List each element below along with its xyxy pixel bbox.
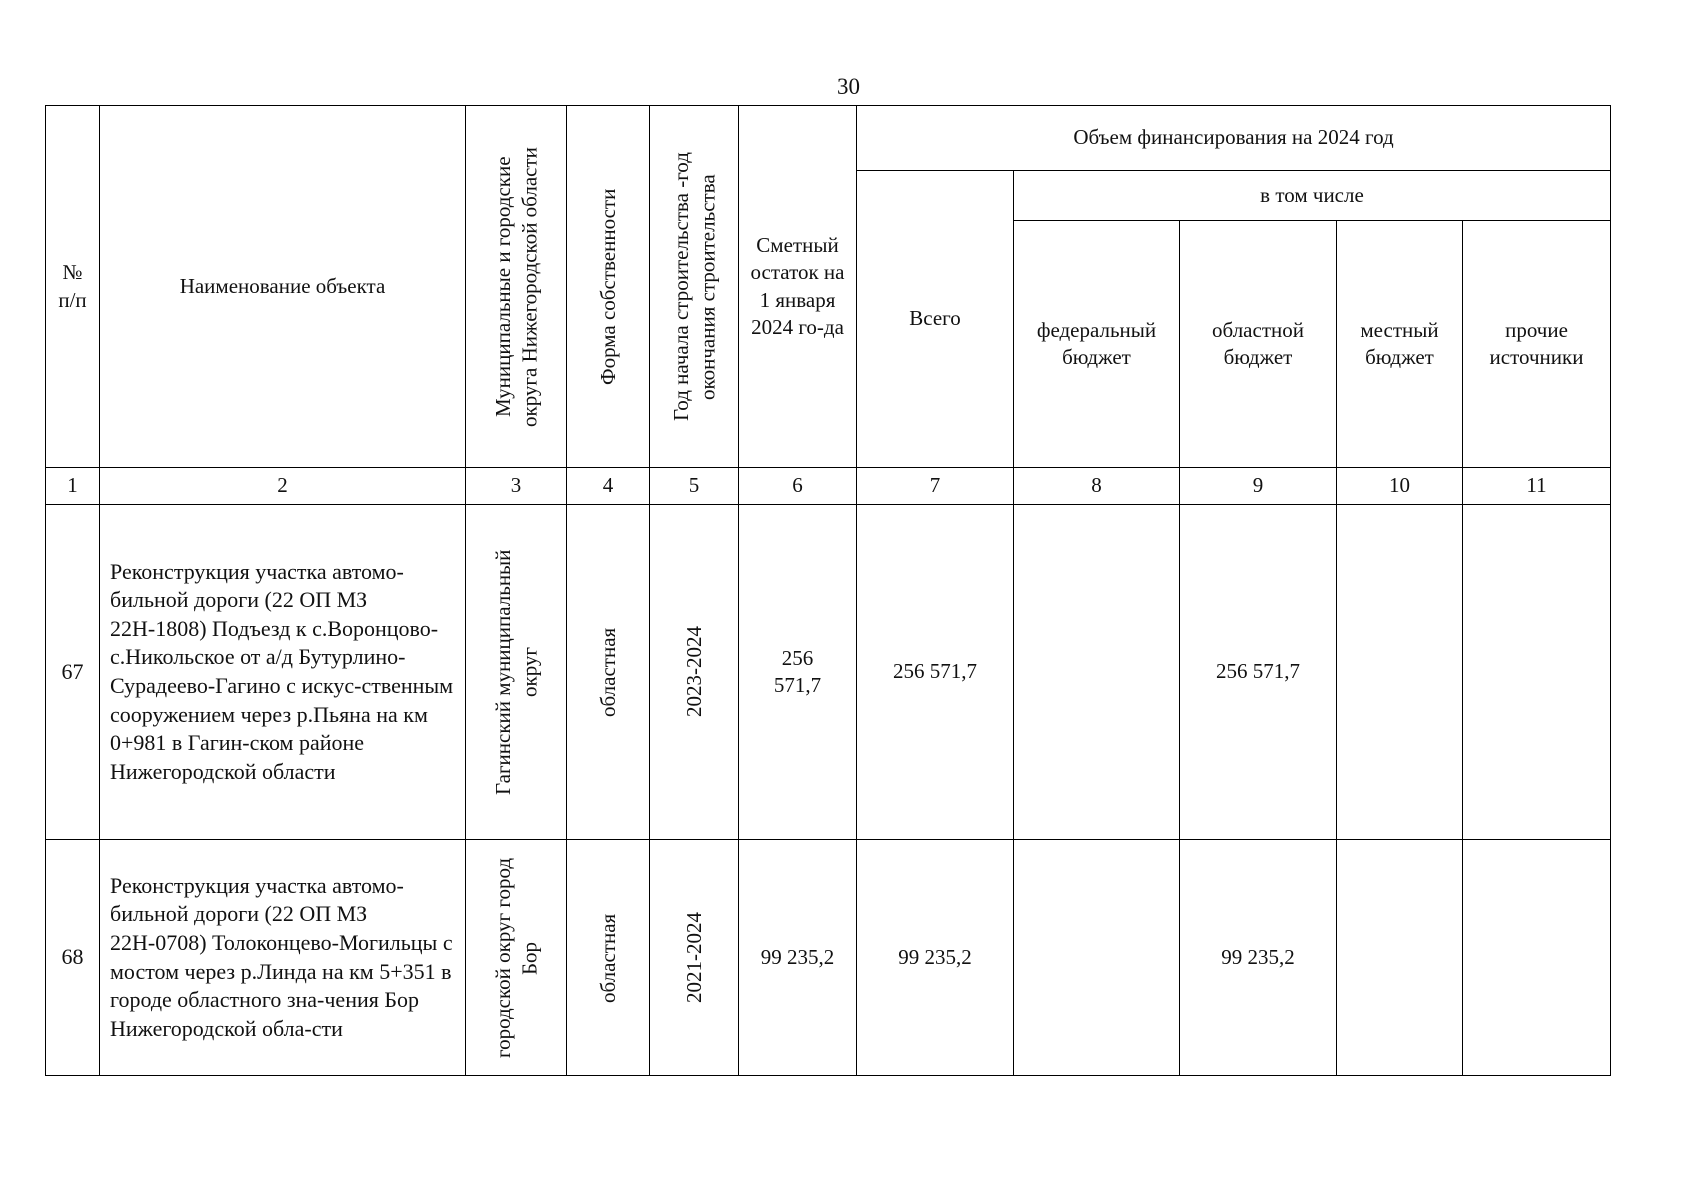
row-number: 68: [46, 840, 100, 1076]
years-cell: 2023-2024: [650, 505, 739, 840]
header-num: № п/п: [46, 106, 100, 468]
object-name: Реконструкция участка автомо-бильной дороги (22 ОП МЗ 22Н-0708) Толоконцево-Могильцы с мостом через р.Линда на км 5+351 в городе областного зна-чения Бор Нижегородской обла-сти: [100, 840, 466, 1076]
federal-cell: [1014, 840, 1180, 1076]
column-number: 3: [466, 468, 567, 505]
header-name: Наименование объекта: [100, 106, 466, 468]
header-other: прочие источники: [1463, 221, 1611, 468]
funding-table: [45, 105, 1611, 1076]
local-cell: [1337, 840, 1463, 1076]
table-row: [46, 840, 1611, 1076]
header-municipality: Муниципальные и городские округа Нижегородской области: [466, 106, 567, 468]
regional-cell: 256 571,7: [1180, 505, 1337, 840]
header-federal: федеральный бюджет: [1014, 221, 1180, 468]
estimate-cell: 99 235,2: [739, 840, 857, 1076]
header-funding-group: Объем финансирования на 2024 год: [857, 106, 1611, 171]
row-number: 67: [46, 505, 100, 840]
header-total: Всего: [857, 171, 1014, 468]
regional-cell: 99 235,2: [1180, 840, 1337, 1076]
header-regional: областной бюджет: [1180, 221, 1337, 468]
column-number: 1: [46, 468, 100, 505]
column-number: 4: [567, 468, 650, 505]
ownership-cell: областная: [567, 505, 650, 840]
column-number: 7: [857, 468, 1014, 505]
municipality-cell: Гагинский муниципальный округ: [466, 505, 567, 840]
federal-cell: [1014, 505, 1180, 840]
ownership-cell: областная: [567, 840, 650, 1076]
column-number: 5: [650, 468, 739, 505]
total-cell: 256 571,7: [857, 505, 1014, 840]
column-number: 11: [1463, 468, 1611, 505]
header-estimate: Сметный остаток на 1 января 2024 го-да: [739, 106, 857, 468]
estimate-cell: 256 571,7: [739, 505, 857, 840]
page-number: 30: [837, 74, 860, 99]
other-cell: [1463, 840, 1611, 1076]
column-number: 10: [1337, 468, 1463, 505]
municipality-cell: городской округ город Бор: [466, 840, 567, 1076]
column-number: 9: [1180, 468, 1337, 505]
column-number: 8: [1014, 468, 1180, 505]
table-row: [46, 505, 1611, 840]
object-name: Реконструкция участка автомо-бильной дороги (22 ОП МЗ 22Н-1808) Подъезд к с.Воронцово-с.Никольское от а/д Бутурлино-Сурадеево-Гагино с искус-ственным сооружением через р.Пьяна на км 0+981 в Гагин-ском районе Нижегородской области: [100, 505, 466, 840]
header-including: в том числе: [1014, 171, 1611, 221]
header-local: местный бюджет: [1337, 221, 1463, 468]
column-number: 6: [739, 468, 857, 505]
header-years: Год начала строительства -год окончания строительства: [650, 106, 739, 468]
column-number: 2: [100, 468, 466, 505]
local-cell: [1337, 505, 1463, 840]
total-cell: 99 235,2: [857, 840, 1014, 1076]
other-cell: [1463, 505, 1611, 840]
years-cell: 2021-2024: [650, 840, 739, 1076]
column-numbers-row: [46, 468, 1611, 505]
header-ownership: Форма собственности: [567, 106, 650, 468]
